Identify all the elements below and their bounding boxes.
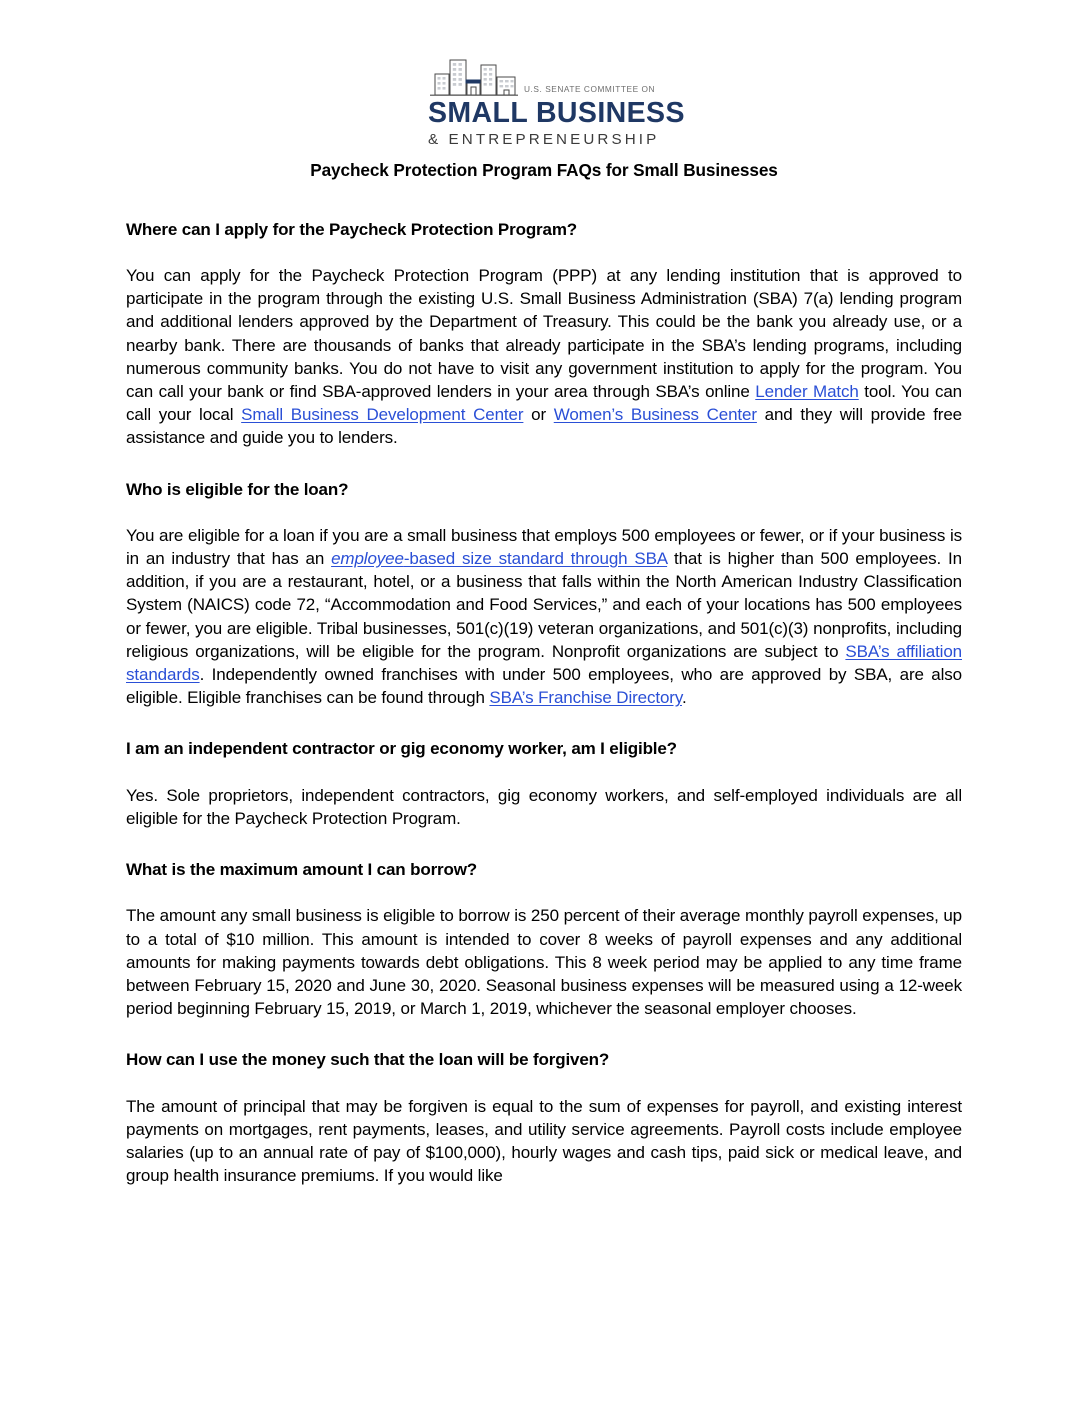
page-title: Paycheck Protection Program FAQs for Small Businesses — [310, 160, 778, 180]
paragraph-text: Yes. Sole proprietors, independent contractors, gig economy workers, and self-employed individuals are all eligible for the Paycheck Protection Program. — [126, 785, 962, 828]
faq-question-heading: I am an independent contractor or gig economy worker, am I eligible? — [126, 739, 677, 759]
logo-main-text: SMALL BUSINESS — [428, 97, 685, 129]
paragraph-text: . Independently owned franchises with under 500 employees, who are approved by SBA, are also eligible. Eligible franchises can be found through — [126, 664, 962, 708]
logo-sub-text: & ENTREPRENEURSHIP — [428, 130, 660, 148]
document-body — [126, 160, 962, 1187]
paragraph-text: You can apply for the Paycheck Protection Program (PPP) at any lending institution that is approved to participate in the program through the existing U.S. Small Business Administration (SBA) 7(a) lending program and additional lenders approved by the Department of Treasury. This could be the bank you already use, or a nearby bank. There are thousands of banks that already participate in the SBA’s lending programs, including numerous community banks. You do not have to visit any government institution to apply for the program. You can call your bank or find SBA-approved lenders in your area through SBA’s online — [126, 265, 962, 401]
faq-section — [126, 1049, 962, 1187]
paragraph-text: You are eligible for a loan if you are a small business that employs 500 employees or fewer, or if your business is in an industry that has an — [126, 525, 962, 568]
logo-top-row — [428, 52, 660, 98]
faq-section — [126, 859, 962, 1020]
faq-answer-paragraph — [126, 1095, 962, 1188]
faq-question-heading: What is the maximum amount I can borrow? — [126, 860, 478, 880]
faq-section — [126, 479, 962, 710]
faq-section — [126, 738, 962, 830]
city-skyline-icon — [428, 52, 520, 98]
faq-sections — [126, 219, 962, 1188]
inline-link[interactable]: SBA’s affiliation standards — [126, 641, 962, 684]
faq-question-heading: Where can I apply for the Paycheck Protection Program? — [126, 219, 578, 239]
inline-link[interactable]: Women’s Business Center — [553, 405, 757, 425]
faq-answer-paragraph — [126, 784, 962, 830]
inline-link[interactable]: Small Business Development Center — [241, 405, 524, 425]
paragraph-text: that is higher than 500 employees. In addition, if you are a restaurant, hotel, or a business that falls within the North American Industry Classification System (NAICS) code 72, “Accommodation and Food Services,” and each of your locations has 500 employees or fewer, you are eligible. Tribal businesses, 501(c)(19) veteran organizations, and 501(c)(3) nonprofits, including religious organizations, will be eligible for the program. Nonprofit organizations are subject to — [126, 548, 962, 661]
paragraph-text: or — [523, 405, 554, 425]
faq-question-heading: How can I use the money such that the loan will be forgiven? — [126, 1050, 610, 1070]
paragraph-text: tool. You can call your local — [126, 381, 962, 425]
faq-answer-paragraph — [126, 264, 962, 450]
faq-answer-paragraph — [126, 524, 962, 710]
logo-committee-text: U.S. SENATE COMMITTEE ON — [524, 84, 656, 94]
faq-question-heading: Who is eligible for the loan? — [126, 479, 349, 499]
inline-link[interactable]: SBA’s Franchise Directory — [489, 688, 682, 708]
paragraph-text: and they will provide free assistance and guide you to lenders. — [126, 405, 963, 448]
inline-link[interactable]: Lender Match — [755, 381, 859, 401]
faq-section — [126, 219, 962, 450]
faq-answer-paragraph — [126, 904, 962, 1020]
paragraph-text: The amount any small business is eligible to borrow is 250 percent of their average monthly payroll expenses, up to a total of $10 million. This amount is intended to cover 8 weeks of payroll expenses and any additional amounts for making payments towards debt obligations. This 8 week period may be applied to any time frame between February 15, 2020 and June 30, 2020. Seasonal business expenses will be measured using a 12-week period beginning February 15, 2019, or March 1, 2019, whichever the seasonal employer chooses. — [126, 906, 962, 1019]
paragraph-text: . — [681, 688, 687, 708]
paragraph-text: The amount of principal that may be forgiven is equal to the sum of expenses for payroll, and existing interest payments on mortgages, rent payments, leases, and utility service agreements. Payroll costs include employee salaries (up to an annual rate of pay of $100,000), hourly wages and cash tips, paid sick or medical leave, and group health insurance premiums. If you would like — [126, 1096, 962, 1186]
letterhead-logo — [0, 0, 1088, 148]
inline-link[interactable]: employee-based size standard through SBA — [331, 548, 668, 568]
